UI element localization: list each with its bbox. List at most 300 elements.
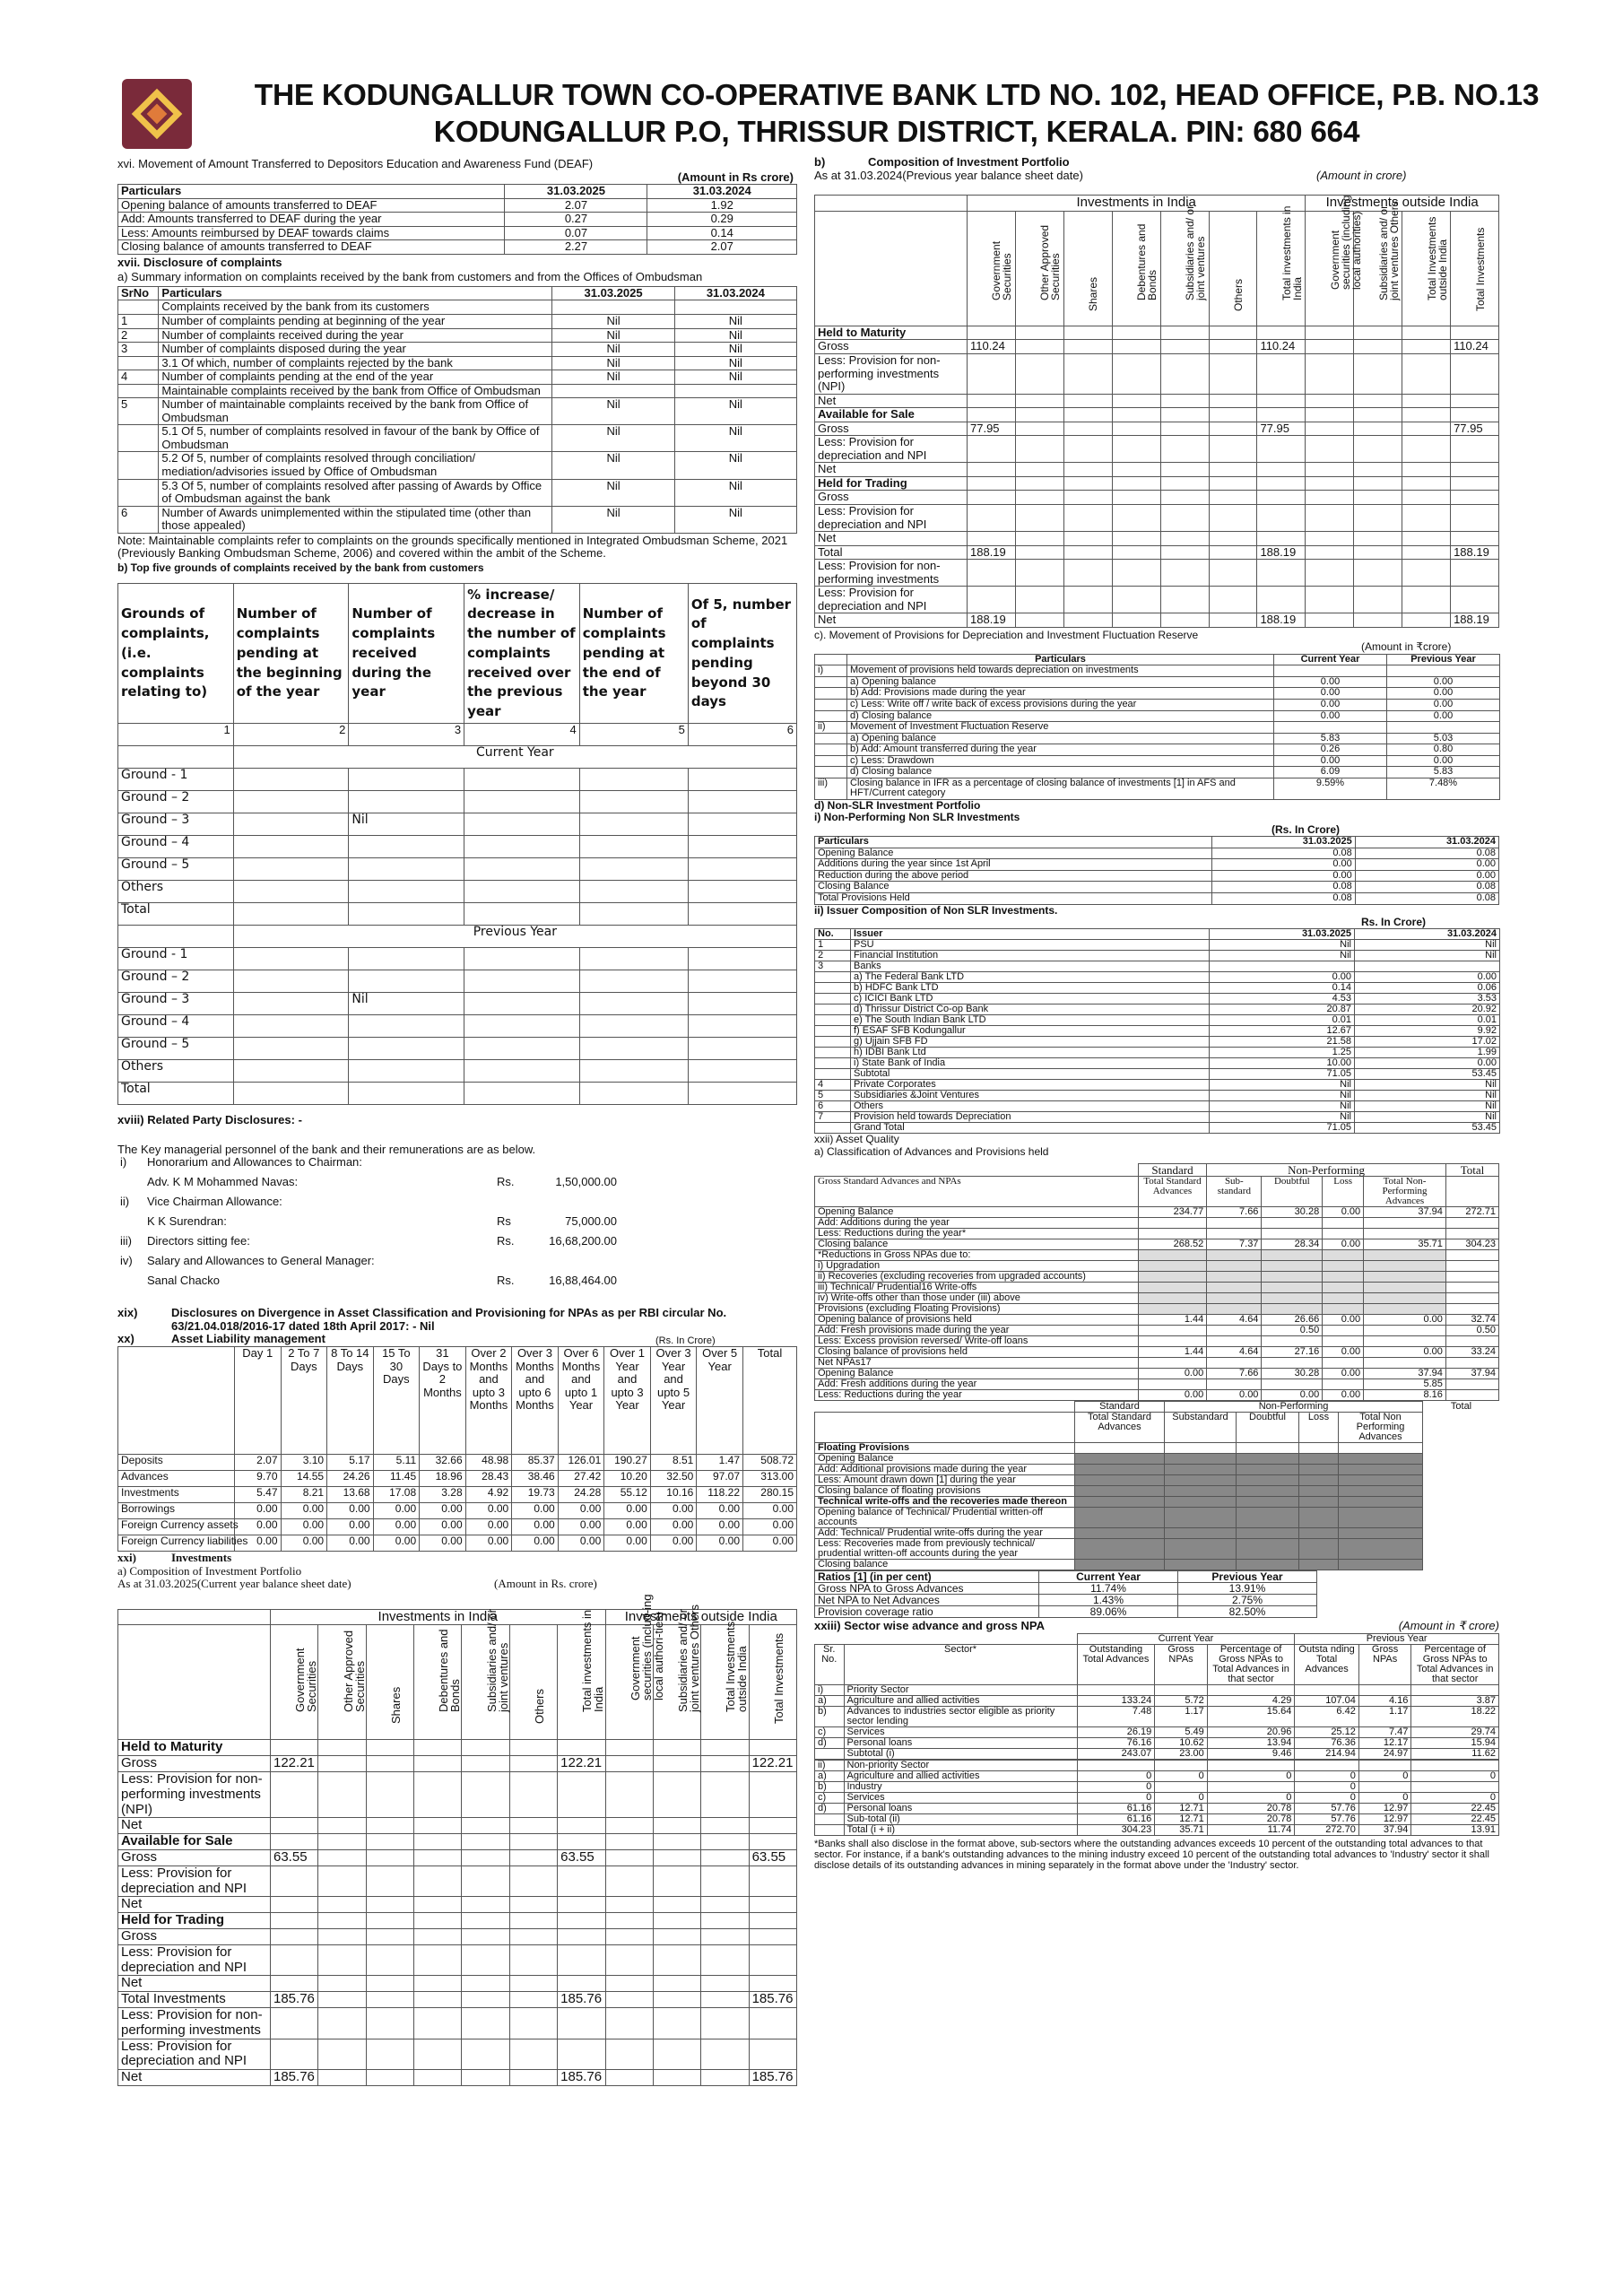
table-cell [1402,326,1451,340]
table-cell: 185.76 [749,1992,796,2008]
table-cell: Subsidiaries &Joint Ventures [851,1091,1210,1101]
table-row [118,903,797,926]
inv2024-col-header [1402,211,1451,326]
table-cell: 0.01 [1355,1015,1500,1026]
table-row [815,505,1499,532]
table-cell: 5.17 [327,1455,374,1471]
table-cell: Opening Balance [815,1369,1139,1379]
table-row [815,1748,1499,1759]
table-cell [1354,505,1402,532]
inv2024-col-header [1257,205,1306,326]
table-cell [688,903,796,926]
table-row [815,463,1499,477]
table-cell [1257,560,1306,587]
table-cell [1423,1528,1500,1539]
table-cell: 6 [118,506,159,533]
float-col-header: Substandard [1165,1413,1237,1443]
float-col-header: Total Standard Advances [1075,1413,1165,1443]
table-cell [1402,491,1451,505]
table-cell [1354,394,1402,408]
table-cell [1015,545,1063,560]
table-cell: 76.16 [1077,1737,1155,1748]
table-cell: 3.87 [1411,1695,1499,1706]
table-cell: Nil [552,452,674,479]
table-cell: 9.59% [1274,778,1387,799]
table-cell [653,1772,700,1818]
table-cell: 57.76 [1295,1813,1359,1824]
table-cell [1257,394,1306,408]
table-row [815,1239,1499,1250]
nonslr-unit: (Rs. In Crore) [1271,822,1341,836]
float-row-label: Opening Balance [815,1454,1075,1465]
table-cell [530,1255,620,1274]
table-row [815,1824,1499,1835]
table-cell [1015,422,1063,436]
table-row [815,1250,1499,1261]
table-cell [1323,1379,1364,1390]
table-cell: 7.48 [1077,1706,1155,1726]
grounds-section [117,562,797,1105]
table-cell: Net [815,394,968,408]
table-row [118,993,797,1015]
table-cell [1207,1358,1262,1369]
table-cell: a) The Federal Bank LTD [851,972,1210,983]
table-cell [1445,1218,1498,1229]
table-cell: 75,000.00 [565,1214,617,1229]
table-cell [815,733,847,744]
table-cell [1075,1497,1165,1508]
table-cell [1063,491,1112,505]
table-cell [1339,1465,1423,1475]
table-cell: 7.37 [1207,1239,1262,1250]
table-cell [688,769,796,791]
table-row [815,340,1499,354]
table-cell: Less: Provision for depreciation and NPI [118,2039,271,2070]
inv2024-table [814,195,1499,628]
table-cell: Personal loans [844,1803,1077,1813]
table-cell: 5.47 [235,1487,282,1503]
table-cell [1354,326,1402,340]
table-cell: Industry [844,1781,1077,1792]
table-cell [1364,1336,1446,1347]
table-cell [1063,340,1112,354]
table-cell: Nil [1210,1101,1355,1112]
table-cell [579,858,688,881]
table-cell: f) ESAF SFB Kodungallur [851,1026,1210,1037]
table-cell: 0.00 [327,1519,374,1535]
table-row [815,951,1500,961]
table-cell [558,1740,605,1756]
table-cell: 185.76 [558,2070,605,2086]
table-cell [1323,1229,1364,1239]
table-cell [462,1850,509,1866]
table-cell [271,1818,318,1834]
table-cell: i) [815,665,847,677]
table-row [118,1866,797,1897]
table-row [815,1508,1500,1528]
table-cell: 13.94 [1207,1737,1295,1748]
table-cell [1165,1443,1237,1454]
table-row [815,1560,1500,1570]
left-column [117,158,797,2086]
divergence-text: Disclosures on Divergence in Asset Classification and Provisioning for NPAs as per RBI circular No. 63/21.04.018/2016-17 dated 18th April 2017: - Nil [171,1306,727,1333]
table-cell: 188.19 [1451,545,1499,560]
table-row [118,881,797,903]
table-cell [1262,1304,1323,1315]
table-cell [509,1740,557,1756]
table-cell [414,1897,462,1913]
table-cell [1207,1272,1262,1283]
movement-col [815,654,847,665]
table-cell: Add: Fresh additions during the year [815,1379,1139,1390]
table-cell: 118.22 [697,1487,743,1503]
grounds-col-header: % increase/ decrease in the number of complaints received over the previous year [464,584,580,724]
table-cell: Less: Provision for depreciation and NPI [815,505,968,532]
table-cell: 5.03 [1387,733,1500,744]
table-cell [688,948,796,970]
table-cell [233,970,349,993]
table-cell: 1.44 [1138,1315,1207,1326]
table-cell: 2 [118,328,159,343]
inv2024-col-header [1209,211,1257,326]
table-cell [233,791,349,813]
table-cell [815,755,847,767]
table-cell [815,699,847,710]
table-cell: 0.00 [1274,699,1387,710]
grounds-col-num: 2 [233,724,349,746]
table-cell: Add: Additions during the year [815,1218,1139,1229]
table-cell: 77.95 [1257,422,1306,436]
table-cell: 53.45 [1355,1069,1500,1080]
table-cell [968,476,1016,491]
table-cell [1323,1283,1364,1293]
asset-col-header: Loss [1323,1177,1364,1207]
table-cell [271,1834,318,1850]
table-cell [1451,436,1499,463]
table-cell [1209,463,1257,477]
table-row [815,1379,1499,1390]
table-cell: 19.73 [512,1487,559,1503]
table-cell: 8.16 [1364,1390,1446,1401]
table-cell [509,1992,557,2008]
table-cell [1354,408,1402,422]
table-cell: 0.00 [697,1535,743,1552]
table-cell [688,970,796,993]
table-cell: Net NPA to Net Advances [815,1595,1039,1606]
table-cell [1237,1475,1299,1486]
table-cell: 0.08 [1355,848,1498,859]
table-cell [318,1992,366,2008]
table-row [815,1475,1500,1486]
table-cell: 8.51 [650,1455,697,1471]
table-cell: 16,88,464.00 [549,1274,617,1288]
table-cell: 0.00 [281,1503,327,1519]
table-row [118,970,797,993]
nonslr-col: 31.03.2025 [1211,837,1355,848]
table-cell [1295,1760,1359,1770]
table-cell: a) [815,1770,845,1781]
table-cell: 32.66 [420,1455,466,1471]
table-cell [749,2008,796,2039]
table-cell [1402,545,1451,560]
table-row [815,1390,1499,1401]
table-cell: Held for Trading [118,1913,271,1929]
table-cell: Nil [674,356,796,370]
table-cell [1015,408,1063,422]
table-cell [701,1818,749,1834]
table-cell [1237,1528,1299,1539]
table-cell [233,813,349,836]
table-cell [1015,436,1063,463]
table-cell [558,2039,605,2070]
table-row [118,226,797,240]
grounds-nil: Nil [349,813,464,836]
movement-table [814,654,1500,800]
table-cell [968,436,1016,463]
table-cell [688,791,796,813]
inv2025-col-header [414,1625,462,1740]
table-cell: 10.16 [650,1487,697,1503]
table-cell: 0.00 [1211,870,1355,882]
alm-col-header: Over 2 Months and upto 3 Months [465,1347,512,1455]
table-cell: 6 [815,1101,851,1112]
page-header [0,74,1623,154]
table-row [815,767,1500,778]
table-cell [1209,353,1257,394]
table-cell: 71.05 [1210,1123,1355,1134]
table-cell: 280.15 [743,1487,797,1503]
table-cell: 0.00 [1387,699,1500,710]
table-cell: Available for Sale [118,1834,271,1850]
table-cell [1323,1293,1364,1304]
table-cell [749,1834,796,1850]
table-cell: 4.64 [1207,1315,1262,1326]
table-cell [118,479,159,506]
table-cell [749,1913,796,1929]
table-cell [1015,326,1063,340]
table-cell: 0.50 [1445,1326,1498,1336]
table-cell [366,1834,413,1850]
table-cell: 0.29 [647,213,797,227]
table-cell [968,491,1016,505]
table-row [118,1976,797,1992]
table-cell [1354,560,1402,587]
table-cell [1423,1475,1500,1486]
inv2024-col-label: Total Investments [1473,227,1487,311]
table-cell: 4 [815,1080,851,1091]
grounds-col-header: Number of complaints pending at the end of the year [579,584,688,724]
table-cell [749,1866,796,1897]
table-cell: 6.09 [1274,767,1387,778]
table-cell [1354,463,1402,477]
table-cell: 272.70 [1295,1824,1359,1835]
table-cell: Rs. [497,1274,515,1288]
sector-col-header: Sector* [844,1644,1077,1684]
table-cell: 32.50 [650,1471,697,1487]
table-cell [968,560,1016,587]
table-cell [366,1913,413,1929]
table-cell: 0.00 [1387,710,1500,722]
table-row [815,408,1499,422]
table-cell [1160,326,1209,340]
table-cell: ii) [120,1195,130,1209]
table-cell [118,746,234,769]
inv2024-col-label: Subsidiaries and/ or joint ventures [1184,204,1208,300]
table-cell [414,1929,462,1945]
deaf-col: 31.03.2025 [505,185,647,199]
table-cell [1138,1293,1207,1304]
table-cell [1138,1336,1207,1347]
sector-section [814,1620,1499,1871]
table-cell [653,1834,700,1850]
inv2024-col-label: Subsidiaries and/ or joint ventures Others [1376,201,1401,300]
inv2024-col-header [1306,195,1363,326]
table-cell [968,408,1016,422]
table-cell [1354,436,1402,463]
table-row [815,1037,1500,1048]
table-cell [558,1944,605,1976]
table-cell [1207,1326,1262,1336]
table-cell [414,1756,462,1772]
table-cell [653,1850,700,1866]
table-cell: 26.19 [1077,1726,1155,1737]
table-row [118,1535,797,1552]
table-cell [1306,463,1354,477]
table-row [815,1272,1499,1283]
table-row [118,1850,797,1866]
inv2024-col-label: Total investments in India [1280,205,1304,300]
table-cell: 1.99 [1355,1048,1500,1058]
table-cell [318,2070,366,2086]
table-row [815,1091,1500,1101]
table-cell: Net NPAs17 [815,1358,1139,1369]
table-cell [1402,476,1451,491]
inv2024-col-label: Others [1231,278,1245,311]
table-cell [605,1740,653,1756]
table-cell [1306,326,1354,340]
movement-col: Current Year [1274,654,1387,665]
table-cell: Gross [815,422,968,436]
table-row [815,1443,1500,1454]
table-cell [815,1058,851,1069]
table-cell: Nil [674,315,796,329]
table-cell [1209,613,1257,628]
table-cell [1451,353,1499,394]
table-cell [1339,1508,1423,1528]
table-cell: Less: Amounts reimbursed by DEAF towards claims [118,226,505,240]
table-cell [1209,394,1257,408]
table-cell: Adv. K M Mohammed Navas: [147,1175,299,1189]
table-cell [118,384,159,398]
table-cell: Nil [1210,1091,1355,1101]
table-cell [1155,1781,1208,1792]
table-row [815,436,1499,463]
table-cell [1160,463,1209,477]
movement-col: Previous Year [1387,654,1500,665]
table-cell [1306,476,1354,491]
table-cell [815,211,968,326]
table-cell [701,1976,749,1992]
table-cell: 0.00 [465,1503,512,1519]
table-cell [1339,1486,1423,1497]
table-cell: Nil [674,343,796,357]
table-cell [1354,545,1402,560]
table-cell: a) Opening balance [847,676,1274,688]
table-cell [1112,422,1160,436]
table-cell [815,676,847,688]
float-col-header: Total Non Performing Advances [1339,1413,1423,1443]
nonslr-sub: i) Non-Performing Non SLR Investments [814,811,1020,824]
table-cell: 0.00 [373,1519,420,1535]
table-cell: Opening balance of provisions held [815,1315,1139,1326]
related-intro: The Key managerial personnel of the bank and their remunerations are as below. [117,1142,536,1156]
table-cell [414,1772,462,1818]
table-cell: 20.87 [1210,1004,1355,1015]
table-cell: 188.19 [1257,545,1306,560]
table-cell [1339,1539,1423,1560]
table-row [118,343,797,357]
table-row [815,1347,1499,1358]
table-cell: 304.23 [1445,1239,1498,1250]
table-cell [118,452,159,479]
sector-col-header: Outsta nding Total Advances [1295,1644,1359,1684]
table-cell: 0.26 [1274,744,1387,756]
table-cell: 0 [1077,1792,1155,1803]
table-cell [118,1625,271,1740]
table-cell [815,1004,851,1015]
table-cell: 5.1 Of 5, number of complaints resolved in favour of the bank by Office of Ombudsman [159,425,552,452]
table-cell [605,1944,653,1976]
table-cell [1207,1684,1295,1695]
table-cell [1075,1508,1165,1528]
alm-col-header: Over 3 Year and upto 5 Year [650,1347,697,1455]
table-cell [1306,491,1354,505]
table-cell [233,993,349,1015]
table-cell [1451,491,1499,505]
table-cell [1075,1475,1165,1486]
table-cell: 122.21 [558,1756,605,1772]
table-row [815,848,1499,859]
table-cell: i) State Bank of India [851,1058,1210,1069]
table-cell [1063,505,1112,532]
table-row [815,1080,1500,1091]
table-cell: Nil [552,479,674,506]
table-cell [1262,1250,1323,1261]
table-cell: 0.00 [1207,1390,1262,1401]
table-cell [464,791,580,813]
table-row [815,755,1500,767]
table-cell [1160,422,1209,436]
table-cell [1155,1760,1208,1770]
table-cell: 214.94 [1295,1748,1359,1759]
table-cell [462,2008,509,2039]
table-row [815,422,1499,436]
related-party-section [117,1114,797,1294]
table-cell [1402,532,1451,546]
table-cell [815,710,847,722]
table-cell: 12.97 [1358,1803,1411,1813]
table-cell [1451,394,1499,408]
investments-2025-section [117,1552,797,2086]
table-cell [968,326,1016,340]
table-cell [1364,1326,1446,1336]
inv2025-col-header [653,1605,702,1740]
table-cell: Nil [1210,1112,1355,1123]
table-cell: Less: Provision for non-performing investments [815,560,968,587]
table-cell [462,1913,509,1929]
table-cell: Foreign Currency assets [118,1519,235,1535]
grounds-col-num: 6 [688,724,796,746]
